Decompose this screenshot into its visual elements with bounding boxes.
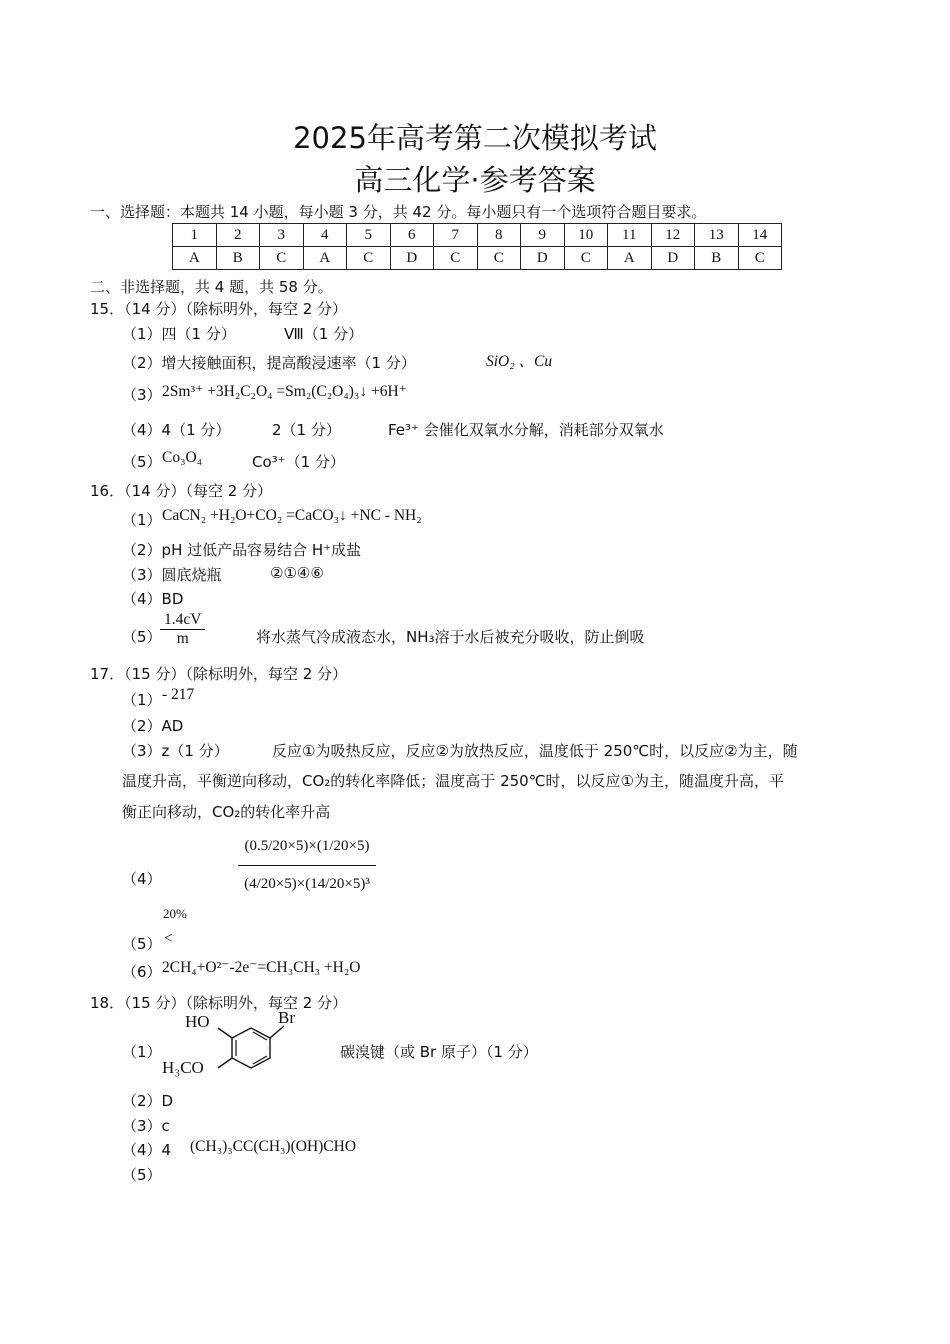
q17-heading: 17．（15 分）（除标明外，每空 2 分） [90,665,348,683]
section1-heading: 一、选择题：本题共 14 小题，每小题 3 分，共 42 分。每小题只有一个选项符合题目要求。 [90,203,707,221]
answer-table-answer-cell: C [434,247,478,270]
q16-3b: ②①④⑥ [270,564,324,582]
q18-5: （5） [122,1166,162,1184]
q17-3a: （3）z（1 分） [122,742,229,760]
answer-table-answers-row [173,247,782,270]
q17-1a: （1） [122,691,162,709]
answer-table-answer-cell: A [303,247,347,270]
q18-1b: 碳溴键（或 Br 原子）（1 分） [340,1043,538,1061]
q17-3b: 反应①为吸热反应，反应②为放热反应，温度低于 250℃时，以反应②为主，随 [272,742,798,760]
q17-4b: 20% [163,906,187,921]
q15-heading: 15．（14 分）（除标明外，每空 2 分） [90,300,348,318]
q18-1a: （1） [122,1043,162,1061]
answer-table-number-cell: 13 [695,224,739,247]
q16-heading: 16．（14 分）（每空 2 分） [90,482,273,500]
answer-table-answer-cell: B [216,247,260,270]
q16-5a: （5） [122,628,162,646]
answer-table-answer-cell: C [477,247,521,270]
q16-4: （4）BD [122,590,184,608]
q17-4a: （4） [122,870,162,888]
q16-5-numerator: 1.4cV [160,611,205,630]
answer-table-answer-cell: C [260,247,304,270]
q16-5-fraction [160,611,205,648]
answer-table-number-cell: 1 [173,224,217,247]
q17-6a: （6） [122,963,162,981]
answer-table-answer-cell: C [564,247,608,270]
q18-4a: （4）4 [122,1141,172,1159]
q15-4a: （4）4（1 分） [122,421,231,439]
answer-table-number-cell: 9 [521,224,565,247]
q17-4-numerator: (0.5/20×5)×(1/20×5) [238,828,376,866]
q15-3b-equation: 2Sm³⁺ +3H₂C₂O₄ =Sm₂(C₂O₄)₃↓ +6H⁺ [162,383,407,400]
q17-5a: （5） [122,935,162,953]
q15-5c: Co³⁺（1 分） [252,453,345,471]
answer-table-number-cell: 14 [738,224,782,247]
answer-table [172,223,782,270]
q17-4-denominator: (4/20×5)×(14/20×5)³ [244,876,370,892]
answer-table-number-cell: 4 [303,224,347,247]
answer-table-number-cell: 10 [564,224,608,247]
mol-ho-label: HO [185,1012,210,1031]
q17-5b: < [164,930,173,947]
q17-4-fraction [238,828,378,903]
q15-4b: 2（1 分） [272,421,341,439]
q16-1a: （1） [122,511,162,529]
page-title: 2025年高考第二次模拟考试 [293,121,657,155]
answer-table-answer-cell: D [521,247,565,270]
answer-table-answer-cell: A [173,247,217,270]
q15-3a: （3） [122,386,162,404]
q17-3c: 温度升高，平衡逆向移动，CO₂的转化率降低；温度高于 250℃时，以反应①为主，随温度升高，平 [122,772,784,790]
q15-1b: Ⅷ（1 分） [284,325,364,343]
answer-table-number-cell: 6 [390,224,434,247]
q18-heading: 18．（15 分）（除标明外，每空 2 分） [90,994,348,1012]
q16-5b: 将水蒸气冷成液态水，NH₃溶于水后被充分吸收，防止倒吸 [256,628,645,646]
page-subtitle: 高三化学·参考答案 [354,163,596,197]
q16-1b-equation: CaCN₂ +H₂O+CO₂ =CaCO₃↓ +NC - NH₂ [162,507,422,524]
q15-5a: （5） [122,453,162,471]
answer-table-number-cell: 8 [477,224,521,247]
bromo-methoxyphenol-structure [160,1008,320,1082]
section2-heading: 二、非选择题，共 4 题，共 58 分。 [90,278,333,296]
answer-table-answer-cell: A [608,247,652,270]
q18-4b: (CH₃)₃CC(CH₃)(OH)CHO [190,1138,357,1155]
answer-table-answer-cell: C [738,247,782,270]
answer-table-number-cell: 2 [216,224,260,247]
answer-table-numbers-row [173,224,782,247]
q15-2b: SiO₂ 、Cu [486,353,553,370]
q17-2: （2）AD [122,717,184,735]
answer-table-number-cell: 12 [651,224,695,247]
q15-5b: Co₃O₄ [162,449,203,466]
q18-2: （2）D [122,1092,174,1110]
answer-table-number-cell: 11 [608,224,652,247]
q15-2a: （2）增大接触面积，提高酸浸速率（1 分） [122,354,416,372]
q17-3d: 衡正向移动，CO₂的转化率升高 [122,803,331,821]
q17-1b: - 217 [162,686,195,703]
q16-2: （2）pH 过低产品容易结合 H⁺成盐 [122,541,362,559]
mol-och3-label: H₃CO [162,1058,204,1077]
answer-table-answer-cell: D [651,247,695,270]
q15-4c: Fe³⁺ 会催化双氧水分解，消耗部分双氧水 [388,421,664,439]
answer-table-number-cell: 5 [347,224,391,247]
q15-1a: （1）四（1 分） [122,325,236,343]
q16-3a: （3）圆底烧瓶 [122,566,222,584]
answer-table-number-cell: 7 [434,224,478,247]
q17-6b-equation: 2CH₄+O²⁻-2e⁻=CH₃CH₃ +H₂O [162,959,361,976]
answer-table-answer-cell: D [390,247,434,270]
mol-br-label: Br [278,1008,295,1027]
q16-5-denominator: m [176,630,189,647]
q18-3: （3）c [122,1117,170,1135]
answer-table-number-cell: 3 [260,224,304,247]
answer-table-answer-cell: C [347,247,391,270]
answer-table-answer-cell: B [695,247,739,270]
